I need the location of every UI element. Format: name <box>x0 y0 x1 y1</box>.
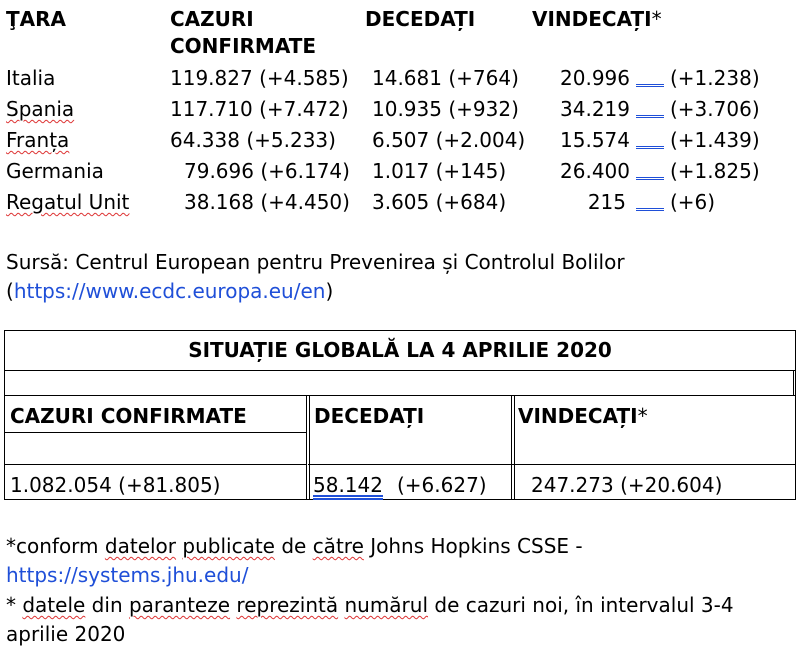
row-recovered: 34.219 <box>560 97 630 121</box>
row-recovered-new-value: (+6) <box>670 190 716 214</box>
source-text: Sursă: Centrul European pentru Prevenirea și Controlul Bolilor <box>6 250 625 274</box>
row-confirmed: 79.696 (+6.174) <box>184 159 350 183</box>
row-deaths: 14.681 (+764) <box>372 66 519 90</box>
row-recovered: 26.400 <box>560 159 630 183</box>
footnote-1-suffix: Johns Hopkins CSSE - <box>363 534 583 558</box>
footnote-2-line2: aprilie 2020 <box>6 622 126 646</box>
global-header-deaths: DECEDAȚI <box>314 404 425 428</box>
row-recovered-new-value: (+1.825) <box>670 159 760 183</box>
header-confirmed-line1: CAZURI <box>170 7 254 31</box>
row-deaths: 1.017 (+145) <box>372 159 507 183</box>
col-divider-2b <box>514 395 515 500</box>
col-divider-1b <box>309 395 310 500</box>
row-deaths: 3.605 (+684) <box>372 190 507 214</box>
global-header-confirmed: CAZURI CONFIRMATE <box>10 404 247 428</box>
source-link[interactable]: https://www.ecdc.europa.eu/en <box>13 279 326 303</box>
header-top-line <box>4 395 796 396</box>
footnote-2-word: paranteze <box>128 593 231 617</box>
header-deaths: DECEDAȚI <box>365 7 476 31</box>
row-recovered-new <box>636 191 715 214</box>
footnote-1-prefix: *conform <box>6 534 105 558</box>
row-recovered-new-value: (+1.238) <box>670 66 760 90</box>
footnote-1-mid: de <box>274 534 313 558</box>
footnote-1-word: către <box>312 534 364 558</box>
source-close-paren: ) <box>325 279 334 303</box>
row-country: Franța <box>6 128 70 152</box>
footnote-2 <box>6 594 734 617</box>
global-deaths-cell <box>313 474 487 497</box>
row-recovered-new <box>636 160 760 183</box>
footnote-1 <box>6 535 583 558</box>
footnote-2-word: numărul <box>344 593 429 617</box>
global-deaths-new: (+6.627) <box>396 473 487 497</box>
col-divider-1 <box>306 395 307 500</box>
col-divider-2 <box>511 395 512 500</box>
footnote-2-word: reprezintă <box>236 593 339 617</box>
global-deaths-value: 58.142 <box>313 473 383 497</box>
header-bottom-line <box>308 464 796 465</box>
source-open-paren: ( <box>6 279 14 303</box>
title-divider <box>4 370 796 371</box>
header-bottom-line-left <box>4 464 306 465</box>
header-confirmed-line2: CONFIRMATE <box>170 34 317 58</box>
header-country: ŢARA <box>6 7 66 31</box>
row-recovered: 15.574 <box>560 128 630 152</box>
footnote-2-mid: din <box>85 593 129 617</box>
header-split-line-1 <box>4 432 306 433</box>
row-deaths: 10.935 (+932) <box>372 97 519 121</box>
row-country: Regatul Unit <box>6 190 130 214</box>
row-confirmed: 119.827 (+4.585) <box>170 66 349 90</box>
row-recovered: 215 <box>587 190 626 214</box>
row-country: Italia <box>6 66 56 90</box>
header-recovered-label: VINDECAȚI <box>532 7 652 31</box>
row-recovered-new <box>636 98 760 121</box>
title-side-line <box>793 370 794 395</box>
row-recovered-new-value: (+1.439) <box>670 128 760 152</box>
global-header-recovered-label: VINDECAȚI <box>518 404 638 428</box>
row-recovered-new-value: (+3.706) <box>670 97 760 121</box>
row-confirmed: 64.338 (+5.233) <box>170 128 336 152</box>
row-confirmed: 117.710 (+7.472) <box>170 97 349 121</box>
global-recovered-value: 247.273 (+20.604) <box>531 473 723 497</box>
row-country: Spania <box>6 97 75 121</box>
header-recovered-mark: * <box>651 7 662 31</box>
global-header-recovered-mark: * <box>637 404 648 428</box>
source-link-line <box>6 280 333 303</box>
row-recovered-new <box>636 129 760 152</box>
global-title: SITUAȚIE GLOBALĂ LA 4 APRILIE 2020 <box>188 338 612 362</box>
footnote-2-word: datele <box>22 593 86 617</box>
row-recovered-new <box>636 67 760 90</box>
row-deaths: 6.507 (+2.004) <box>372 128 526 152</box>
footnote-2-prefix: * <box>6 593 23 617</box>
footnote-1-word: publicate <box>182 534 275 558</box>
header-recovered <box>532 8 662 31</box>
row-recovered: 20.996 <box>560 66 630 90</box>
row-confirmed: 38.168 (+4.450) <box>184 190 350 214</box>
global-header-recovered <box>518 405 648 428</box>
footnote-1-word: datelor <box>104 534 177 558</box>
footnote-1-link[interactable]: https://systems.jhu.edu/ <box>6 563 249 587</box>
row-country: Germania <box>6 159 104 183</box>
global-confirmed-value: 1.082.054 (+81.805) <box>10 473 221 497</box>
footnote-2-rest: de cazuri noi, în intervalul 3-4 <box>428 593 734 617</box>
